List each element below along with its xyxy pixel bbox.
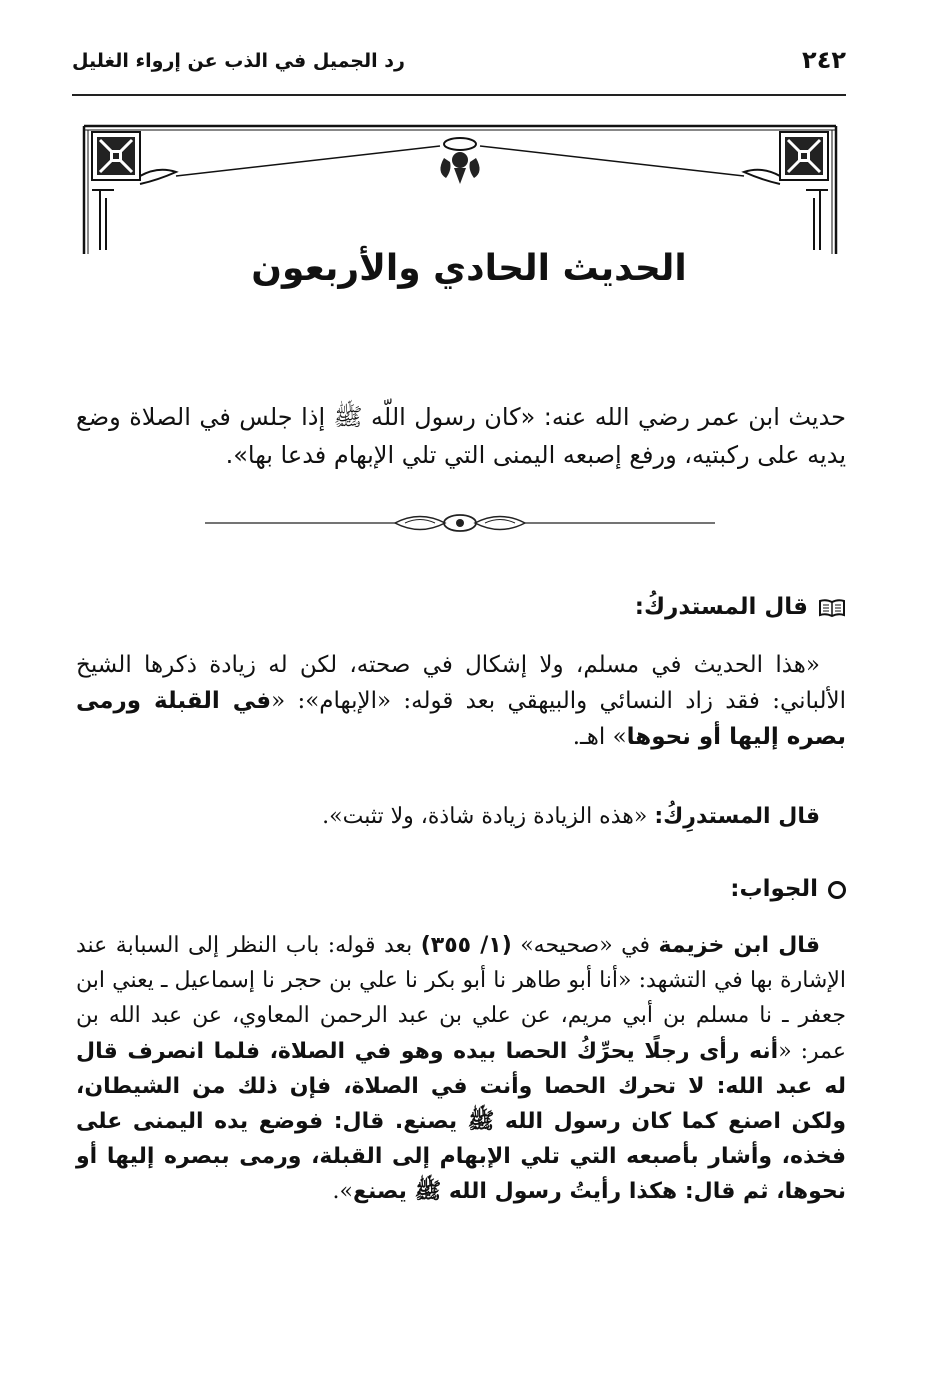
running-title: رد الجميل في الذب عن إرواء الغليل xyxy=(72,50,405,72)
mustadrik-claim-text: «هذه الزيادة زيادة شاذة، ولا تثبت». xyxy=(322,804,655,829)
answer-body xyxy=(76,928,846,1210)
mustadrik-claim-label: قال المستدرِكُ: xyxy=(654,804,820,829)
answer-isnad: بعد قوله: باب النظر إلى السبابة عند الإشارة بها في التشهد: «أنا أبو طاهر نا أبو بكر نا علي بن حجر نا إسماعيل ـ يعني ابن جعفر ـ نا مسلم بن أبي مريم، عن علي بن عبد الرحمن المعاوي، عن عبد الله بن عمر: « xyxy=(76,933,846,1064)
open-book-icon xyxy=(818,598,846,618)
mustadrik-claim xyxy=(76,800,846,834)
answer-heading xyxy=(730,876,846,902)
ornamental-frame xyxy=(80,122,840,262)
section-divider xyxy=(205,508,715,538)
page-header xyxy=(72,38,846,96)
answer-closing: ». xyxy=(332,1179,353,1205)
corner-ornament-left xyxy=(92,132,176,250)
hadith-text: حديث ابن عمر رضي الله عنه: «كان رسول اللّه ﷺ إذا جلس في الصلاة وضع يديه على ركبتيه، ورفع إصبعه اليمنى التي تلي الإبهام فدعا بها». xyxy=(76,403,846,470)
answer-matn: أنه رأى رجلًا يحرِّكُ الحصا بيده وهو في الصلاة، فلما انصرف قال له عبد الله: لا تحرك الحصا وأنت في الصلاة، فإن ذلك من الشيطان، ولكن اصنع كما كان رسول الله ﷺ يصنع. قال: فوضع يده اليمنى على فخذه، وأشار بأصبعه التي تلي الإبهام إلى القبلة، ورمى ببصره إليها أو نحوها، ثم قال: هكذا رأيتُ رسول الله ﷺ يصنع xyxy=(76,1038,846,1205)
mustadrik-quote-part1: «هذا الحديث في مسلم، ولا إشكال في صحته، لكن له زيادة ذكرها الشيخ الألباني: فقد زاد النسائي والبيهقي بعد قوله: «الإبهام»: « xyxy=(76,652,846,714)
answer-lead-text: في «صحيحه» xyxy=(511,933,659,958)
corner-ornament-right xyxy=(744,132,828,250)
chapter-title: الحديث الحادي والأربعون xyxy=(251,248,687,289)
answer-heading-label: الجواب: xyxy=(730,876,818,902)
circle-bullet-icon xyxy=(828,881,846,899)
mustadrik-quote-part2: » اهـ. xyxy=(572,723,627,750)
answer-reference: (١/ ٣٥٥) xyxy=(420,933,512,958)
mustadrik-heading-label: قال المستدركُ: xyxy=(634,594,808,620)
central-ornament xyxy=(440,138,479,184)
answer-lead-bold: قال ابن خزيمة xyxy=(658,933,820,958)
page-number: ٢٤٢ xyxy=(802,46,846,74)
mustadrik-quote xyxy=(76,648,846,756)
mustadrik-heading xyxy=(635,594,846,620)
mustadrik-quote-bold: في القبلة ورمى بصره إليها أو نحوها xyxy=(76,687,846,750)
